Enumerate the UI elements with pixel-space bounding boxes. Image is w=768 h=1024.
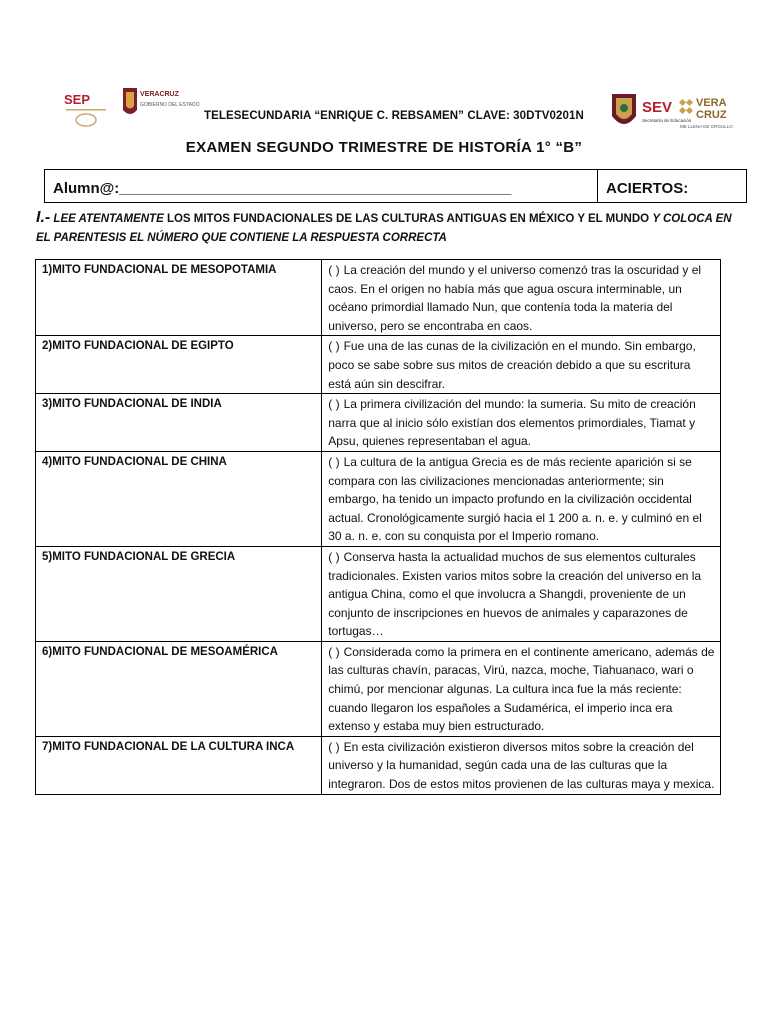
instructions-part-2: LOS MITOS FUNDACIONALES DE LAS CULTURAS ANTIGUAS EN MÉXICO Y EL MUNDO (166, 213, 650, 225)
veracruz-orgullo-logo (678, 92, 733, 132)
myth-description (322, 336, 721, 394)
veracruz-logo-text: VERACRUZ (140, 91, 179, 98)
section-number: I.- (36, 209, 51, 226)
table-row (36, 451, 721, 546)
description-text: Conserva hasta la actualidad muchos de sus elementos culturales tradicionales. Existen varios mitos sobre la creación del universo en la antigua China, como el que involucra a Shangdi, proveniente de un conjunto de inscripciones en huevos de animales y caparazones de tortugas… (328, 549, 702, 639)
description-text: Fue una de las cunas de la civilización en el mundo. Sin embargo, poco se sabe sobre sus mitos de creación debido a que su escritura está aún sin descifrar. (328, 339, 696, 391)
myth-description (322, 394, 721, 452)
myth-label: 2)MITO FUNDACIONAL DE EGIPTO (36, 336, 322, 394)
table-row (36, 546, 721, 641)
table-row (36, 641, 721, 736)
description-text: La cultura de la antigua Grecia es de más reciente aparición si se compara con las civilizaciones mencionadas anteriormente; sin embargo, ha tenido un impacto profundo en la civilización occidental actual. Cronológicamente surgió hacia el 1 200 a. n. e. y culminó en el 30 a. n. e. con su conquista por el Imperio romano. (328, 454, 702, 544)
description-text: Considerada como la primera en el continente americano, además de las culturas chavín, paracas, Virú, nazca, moche, Tiahuanaco, wari o chimú, por mencionar algunas. La cultura inca fue la más reciente: cuando llegaron los españoles a Sudamérica, el imperio inca era extenso y estaba muy bien estructurado. (328, 644, 715, 734)
gobierno-logo-text: GOBIERNO DEL ESTADO (140, 102, 200, 108)
student-name-field[interactable]: Alumn@:_______________________________________________ (45, 170, 598, 202)
exam-title: EXAMEN SEGUNDO TRIMESTRE DE HISTORÍA 1° “B” (185, 139, 583, 156)
description-text: La primera civilización del mundo: la sumeria. Su mito de creación narra que al inicio sólo existían dos elementos primordiales, Tiamat y Apsu, quienes representaban el agua. (328, 397, 696, 449)
sev-logo-subtext: Secretaría de Educación (642, 118, 692, 123)
vera-logo-text: VERA (696, 97, 727, 109)
myth-description (322, 736, 721, 794)
sev-logo (640, 96, 692, 132)
cruz-logo-text: CRUZ (696, 109, 727, 121)
myth-description (322, 451, 721, 546)
answer-parenthesis[interactable]: ( ) (328, 549, 340, 564)
myths-matching-table (35, 259, 721, 795)
answer-parenthesis[interactable]: ( ) (328, 644, 340, 659)
description-text: En esta civilización existieron diversos mitos sobre la creación del universo y la humanidad, según cada una de las culturas que la integraron. Dos de estos mitos provienen de las culturas maya y mexica. (328, 739, 715, 792)
answer-parenthesis[interactable]: ( ) (328, 397, 340, 412)
student-header-box (44, 169, 747, 203)
sep-logo-text: SEP (64, 92, 91, 107)
veracruz-shield-icon (610, 92, 638, 132)
school-line: TELESECUNDARIA “ENRIQUE C. REBSAMEN” CLAVE: 30DTV0201N (204, 110, 584, 122)
table-row (36, 260, 721, 336)
myth-label: 3)MITO FUNDACIONAL DE INDIA (36, 394, 322, 452)
myth-label: 7)MITO FUNDACIONAL DE LA CULTURA INCA (36, 736, 322, 794)
myth-description (322, 546, 721, 641)
sev-logo-text: SEV (642, 99, 673, 116)
table-row (36, 736, 721, 794)
instructions-part-1: LEE ATENTAMENTE (53, 213, 164, 225)
answer-parenthesis[interactable]: ( ) (328, 739, 340, 754)
answer-parenthesis[interactable]: ( ) (328, 263, 340, 277)
myth-label: 4)MITO FUNDACIONAL DE CHINA (36, 451, 322, 546)
myth-label: 1)MITO FUNDACIONAL DE MESOPOTAMIA (36, 260, 322, 336)
instructions-part-3: Y COLOCA EN EL PARENTESIS EL NÚMERO QUE CONTIENE LA RESPUESTA CORRECTA (36, 213, 732, 244)
myth-label: 5)MITO FUNDACIONAL DE GRECIA (36, 546, 322, 641)
myth-description (322, 260, 721, 336)
description-text: La creación del mundo y el universo comenzó tras la oscuridad y el caos. En el origen no había más que agua oscura interminable, un océano primordial llamado Nun, que contenía toda la materia del universo, pero se encontraba en caos. (328, 263, 702, 333)
answer-parenthesis[interactable]: ( ) (328, 339, 340, 354)
veracruz-government-logo (120, 84, 200, 130)
instructions (36, 208, 736, 248)
table-row (36, 394, 721, 452)
sep-logo (60, 90, 112, 130)
score-field[interactable]: ACIERTOS: (606, 180, 689, 197)
table-row (36, 336, 721, 394)
myth-description (322, 641, 721, 736)
myth-label: 6)MITO FUNDACIONAL DE MESOAMÉRICA (36, 641, 322, 736)
answer-parenthesis[interactable]: ( ) (328, 454, 340, 469)
orgullo-logo-text: ME LLENA DE ORGULLO (680, 124, 733, 129)
